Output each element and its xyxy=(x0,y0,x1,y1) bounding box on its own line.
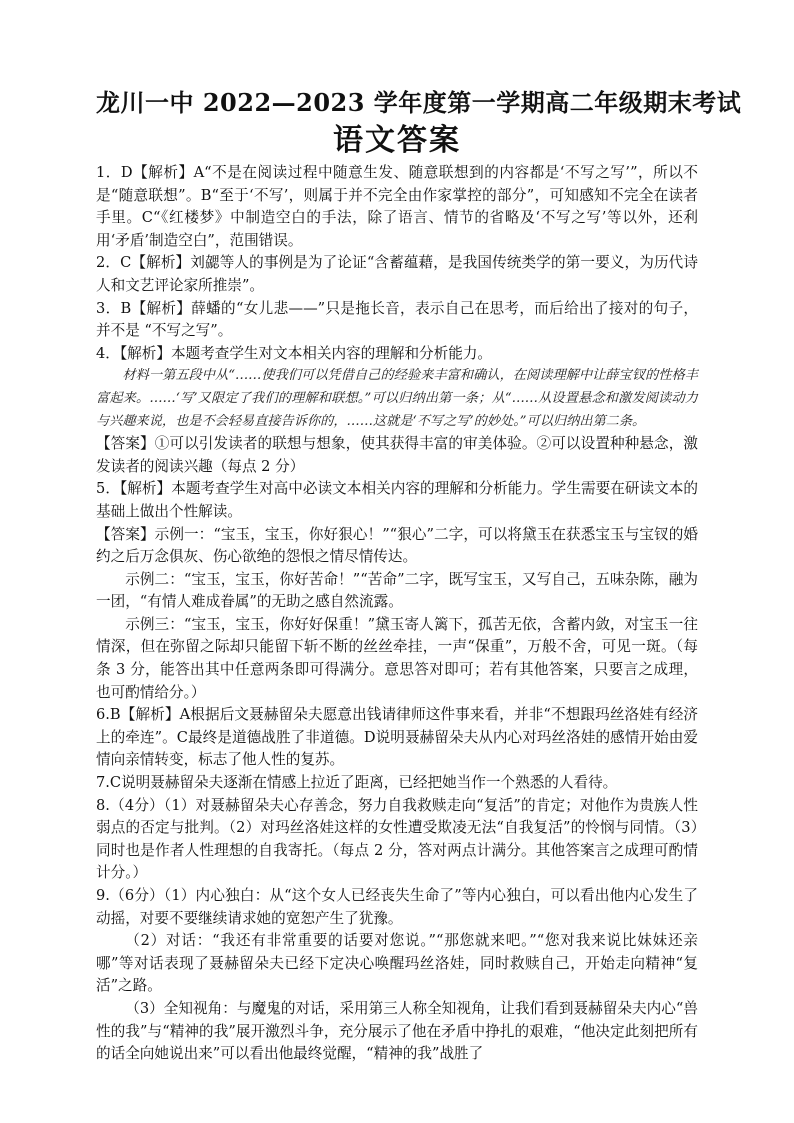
answer-q9-part-1: 9.（6分）（1）内心独白：从“这个女人已经丧失生命了”等内心独白，可以看出他内心发生了动摇，对要不要继续请求她的宽恕产生了犹豫。 xyxy=(96,887,698,927)
answer-q6: 6.B【解析】A根据后文聂赫留朵夫愿意出钱请律师这件事来看，并非“不想跟玛丝洛娃有经济上的牵连”。C最终是道德战胜了非道德。D说明聂赫留朵夫从内心对玛丝洛娃的感情开始由爱情向亲情转变，标志了他人性的复苏。 xyxy=(96,706,698,769)
answer-q4-answer: 【答案】①可以引发读者的联想与想象，使其获得丰富的审美体验。②可以设置种种悬念，激发读者的阅读兴趣（每点 2 分） xyxy=(96,435,698,475)
answer-q1: 1．D【解析】A“不是在阅读过程中随意生发、随意联想到的内容都是‘不写之写’”，所以不是“随意联想”。B“至于‘不写’，则属于并不完全由作家掌控的部分”，可知感知不完全在读者手里。C“《红楼梦》中制造空白的手法，除了语言、情节的省略及‘不写之写’等以外，还利用‘矛盾’制造空白”，范围错误。 xyxy=(96,164,698,249)
answer-q5-example-3: 示例三：“宝玉，宝玉，你好好保重！”黛玉寄人篱下，孤苦无依，含蓄内敛，对宝玉一往情深，但在弥留之际却只能留下斩不断的丝丝牵挂，一声“保重”，万般不舍，可见一斑。（每条 3 分，能答出其中任意两条即可得满分。意思答对即可；若有其他答案，只要言之成理，也可酌情给分。） xyxy=(96,615,698,701)
answer-content xyxy=(96,162,698,1066)
answer-q9-part-3: （3）全知视角：与魔鬼的对话，采用第三人称全知视角，让我们看到聂赫留朵夫内心“兽性的我”与“精神的我”展开激烈斗争，充分展示了他在矛盾中挣扎的艰难，“他决定此刻把所有的话全向她说出来”可以看出他最终觉醒，“精神的我”战胜了 xyxy=(96,999,698,1063)
document-subtitle: 语文答案 xyxy=(333,123,461,158)
answer-q4-analysis: 4．【解析】本题考查学生对文本相关内容的理解和分析能力。 xyxy=(96,344,493,362)
answer-q5-example-1: 【答案】示例一：“宝玉，宝玉，你好狠心！”“狠心”二字，可以将黛玉在获悉宝玉与宝钗的婚约之后万念俱灰、伤心欲绝的怨恨之情尽情传达。 xyxy=(96,525,698,566)
answer-q5-example-2: 示例二：“宝玉，宝玉，你好苦命！”“苦命”二字，既写宝玉，又写自己，五味杂陈，融为一团，“有情人难成眷属”的无助之感自然流露。 xyxy=(96,570,698,611)
answer-q9-part-2: （2）对话：“我还有非常重要的话要对您说。”“那您就来吧。”“您对我来说比妹妹还亲哪”等对话表现了聂赫留朵夫已经下定决心唤醒玛丝洛娃，同时救赎自己，开始走向精神“复活”之路。 xyxy=(96,932,698,995)
document-title: 龙川一中 2022—2023 学年度第一学期高二年级期末考试 xyxy=(96,88,742,117)
answer-q2: 2．C【解析】刘勰等人的事例是为了论证“含蓄蕴藉，是我国传统类学的第一要义，为历代诗人和文艺评论家所推崇”。 xyxy=(96,254,698,294)
answer-q4-quoted-material: 材料一第五段中从“……使我们可以凭借自己的经验来丰富和确认，在阅读理解中让薛宝钗的性格丰富起来。……‘写’又限定了我们的理解和联想。”可以归纳出第一条；从“……从设置悬念和激发阅读动力与兴趣来说，也是不会轻易直接告诉你的，……这就是‘不写之写’的妙处。”可以归纳出第二条。 xyxy=(96,368,698,429)
answer-q7: 7.C说明聂赫留朵夫逐渐在情感上拉近了距离，已经把她当作一个熟悉的人看待。 xyxy=(96,774,618,792)
answer-q3: 3．B【解析】薛蟠的“女儿悲——”只是拖长音，表示自己在思考，而后给出了接对的句子，并不是 “不写之写”。 xyxy=(96,299,698,340)
answer-q5-analysis: 5．【解析】本题考查学生对高中必读文本相关内容的理解和分析能力。学生需要在研读文本的基础上做出个性解读。 xyxy=(96,480,698,520)
answer-q8: 8.（4分）（1）对聂赫留朵夫心存善念，努力自我救赎走向“复活”的肯定；对他作为贵族人性弱点的否定与批判。（2）对玛丝洛娃这样的女性遭受欺凌无法“自我复活”的怜悯与同情。（3）同时也是作者人性理想的自我寄托。（每点 2 分，答对两点计满分。其他答案言之成理可酌情计分。） xyxy=(96,796,698,882)
